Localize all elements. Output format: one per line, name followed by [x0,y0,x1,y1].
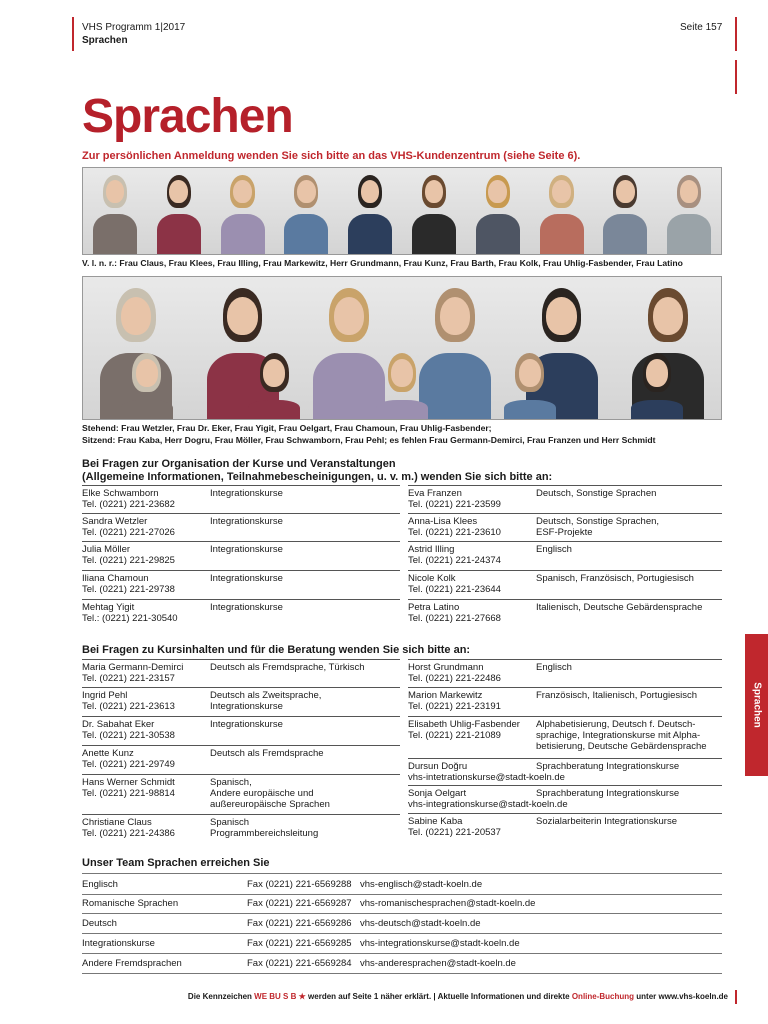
team-row-email[interactable]: vhs-romanischesprachen@stadt-koeln.de [360,898,536,909]
team-contact-row [82,933,722,954]
person-figure [248,345,300,419]
contact-phone: Tel.: (0221) 221-30540 [82,613,178,624]
footer-online-booking-link[interactable]: Online-Buchung [571,992,635,1001]
contact-subject-2: Andere europäische und [210,788,314,799]
header-section: Sprachen [82,35,128,46]
contact-subject: Spanisch [210,817,250,828]
footer-text-2: werden auf Seite 1 näher erklärt. | Aktuelle Informationen und direkte [308,992,570,1001]
contact-subject: Deutsch, Sonstige Sprachen, [536,516,660,527]
person-figure [504,345,556,419]
contact-subject: Integrationskurse [210,719,283,730]
contact-name: Astrid Illing [408,544,455,555]
contact-phone: vhs-intetrationskurse@stadt-koeln.de [408,772,565,783]
team-row-label: Englisch [82,879,118,890]
contact-phone: Tel. (0221) 221-23191 [408,701,501,712]
contact-row [82,659,400,688]
person-figure [540,168,584,254]
contact-phone: Tel. (0221) 221-30538 [82,730,175,741]
contact-subject-2: ESF-Projekte [536,527,593,538]
contact-phone: Tel. (0221) 221-24386 [82,828,175,839]
contact-phone: Tel. (0221) 221-23682 [82,499,175,510]
contact-name: Julia Möller [82,544,131,555]
footer-rule [735,990,737,1004]
contact-row [408,687,722,717]
contact-subject: Italienisch, Deutsche Gebärdensprache [536,602,703,613]
contact-phone: Tel. (0221) 221-29749 [82,759,175,770]
contact-phone: Tel. (0221) 221-24374 [408,555,501,566]
header-rule-right-2 [735,60,737,94]
team-photo-2 [82,276,722,420]
contact-subject: Französisch, Italienisch, Portugiesisch [536,690,698,701]
contact-name: Mehtag Yigit [82,602,135,613]
contact-row [82,814,400,845]
contact-row [408,541,722,571]
contact-subject: Sprachberatung Integrationskurse [536,761,680,772]
content-contacts-left [82,659,400,843]
contact-name: Elke Schwamborn [82,488,159,499]
team-row-email[interactable]: vhs-integrationskurse@stadt-koeln.de [360,938,520,949]
footer-text-1: Die Kennzeichen [187,992,252,1001]
footer-note [188,992,728,1001]
contact-row [82,541,400,571]
team-row-email[interactable]: vhs-deutsch@stadt-koeln.de [360,918,481,929]
contact-subject: Integrationskurse [210,602,283,613]
section-side-tab-label: Sprachen [751,682,762,728]
contact-subject: Spanisch, [210,777,252,788]
contact-name: Anna-Lisa Klees [408,516,478,527]
person-figure [221,168,265,254]
contact-row [82,485,400,514]
contact-row [82,774,400,815]
team-row-label: Deutsch [82,918,117,929]
contact-subject: Alphabetisierung, Deutsch f. Deutsch- [536,719,696,730]
contact-subject: Deutsch, Sonstige Sprachen [536,488,657,499]
header-program: VHS Programm 1|2017 [82,22,186,33]
contact-row [408,513,722,542]
contact-subject: Englisch [536,544,572,555]
footer-course-codes: WE BU S B ★ [254,992,306,1001]
contact-phone: Tel. (0221) 221-21089 [408,730,501,741]
contact-subject-2: sprachige, Integrationskurse mit Alpha- [536,730,701,741]
team-contact-row [82,873,722,895]
team-contact-row [82,953,722,974]
contact-row [408,659,722,688]
contact-name: Hans Werner Schmidt [82,777,175,788]
contact-phone: Tel. (0221) 221-27026 [82,527,175,538]
content-heading: Bei Fragen zu Kursinhalten und für die Beratung wenden Sie sich bitte an: [82,644,471,656]
contact-name: Sabine Kaba [408,816,463,827]
content-contacts-right [408,659,722,843]
header-rule-left [72,17,74,51]
team-photo-1 [82,167,722,255]
contact-name: Dursun Doğru [408,761,468,772]
person-figure [284,168,328,254]
team-heading: Unser Team Sprachen erreichen Sie [82,857,270,869]
contact-name: Horst Grundmann [408,662,484,673]
contact-row [408,716,722,759]
section-side-tab [745,634,768,776]
org-heading-line1: Bei Fragen zur Organisation der Kurse und Veranstaltungen [82,458,396,470]
contact-subject: Integrationskurse [210,488,283,499]
contact-subject: Sprachberatung Integrationskurse [536,788,680,799]
person-figure [667,168,711,254]
person-figure [93,168,137,254]
contact-phone: Tel. (0221) 221-27668 [408,613,501,624]
team-row-label: Romanische Sprachen [82,898,179,909]
contact-row [408,570,722,600]
person-figure [412,168,456,254]
person-figure [603,168,647,254]
page-title: Sprachen [82,90,293,143]
team-row-email[interactable]: vhs-englisch@stadt-koeln.de [360,879,483,890]
person-figure [157,168,201,254]
contact-phone: Tel. (0221) 221-29825 [82,555,175,566]
team-photo-1-caption: V. l. n. r.: Frau Claus, Frau Klees, Frau Illing, Frau Markewitz, Herr Grundmann, Frau Kunz, Frau Barth, Frau Kolk, Frau Uhlig-Fasbender, Frau Latino [82,258,683,268]
contact-subject: Spanisch, Französisch, Portugiesisch [536,573,694,584]
contact-phone: Tel. (0221) 221-23157 [82,673,175,684]
contact-row [408,785,722,814]
team-row-fax: Fax (0221) 221-6569285 [247,938,352,949]
team-photo-2-caption-standing: Stehend: Frau Wetzler, Frau Dr. Eker, Frau Yigit, Frau Oelgart, Frau Chamoun, Frau Uhlig-Fasbender; [82,423,492,433]
contact-subject: Sozialarbeiterin Integrationskurse [536,816,677,827]
contact-name: Marion Markewitz [408,690,483,701]
contact-subject-2: Programmbereichsleitung [210,828,319,839]
contact-subject: Deutsch als Zweitsprache, [210,690,322,701]
contact-name: Sonja Oelgart [408,788,467,799]
contact-phone: Tel. (0221) 221-98814 [82,788,175,799]
contact-name: Elisabeth Uhlig-Fasbender [408,719,520,730]
contact-row [82,716,400,746]
contact-row [82,513,400,542]
contact-subject: Deutsch als Fremdsprache [210,748,324,759]
header-page-number: Seite 157 [680,22,723,33]
team-row-fax: Fax (0221) 221-6569284 [247,958,352,969]
contact-row [408,758,722,786]
footer-text-3: unter www.vhs-koeln.de [636,992,728,1001]
contact-name: Nicole Kolk [408,573,456,584]
team-row-fax: Fax (0221) 221-6569286 [247,918,352,929]
contact-name: Ingrid Pehl [82,690,128,701]
contact-row [82,570,400,600]
person-figure [121,345,173,419]
contact-row [408,485,722,514]
team-contact-row [82,913,722,934]
header-rule-right [735,17,737,51]
contact-row [82,745,400,775]
contact-name: Sandra Wetzler [82,516,148,527]
person-figure [348,168,392,254]
contact-subject: Deutsch als Fremdsprache, Türkisch [210,662,365,673]
contact-subject-3: betisierung, Deutsche Gebärdensprache [536,741,707,752]
org-contacts-right [408,485,722,630]
contact-name: Anette Kunz [82,748,134,759]
person-figure [631,345,683,419]
contact-phone: Tel. (0221) 221-23599 [408,499,501,510]
contact-subject-2: Integrationskurse [210,701,283,712]
org-contacts-left [82,485,400,630]
contact-phone: Tel. (0221) 221-23613 [82,701,175,712]
contact-name: Christiane Claus [82,817,152,828]
contact-row [82,599,400,630]
contact-subject: Englisch [536,662,572,673]
team-row-label: Integrationskurse [82,938,155,949]
contact-phone: vhs-integrationskurse@stadt-koeln.de [408,799,568,810]
contact-name: Petra Latino [408,602,460,613]
team-photo-2-caption-seated: Sitzend: Frau Kaba, Herr Dogru, Frau Möller, Frau Schwamborn, Frau Pehl; es fehlen Frau Germann-Demirci, Frau Franzen und Herr Schmidt [82,435,656,445]
contact-phone: Tel. (0221) 221-29738 [82,584,175,595]
contact-phone: Tel. (0221) 221-22486 [408,673,501,684]
contact-phone: Tel. (0221) 221-20537 [408,827,501,838]
contact-row [82,687,400,717]
person-figure [476,168,520,254]
contact-name: Iliana Chamoun [82,573,149,584]
team-contact-row [82,893,722,914]
team-row-label: Andere Fremdsprachen [82,958,182,969]
team-row-email[interactable]: vhs-anderesprachen@stadt-koeln.de [360,958,516,969]
contact-name: Eva Franzen [408,488,462,499]
contact-subject: Integrationskurse [210,573,283,584]
contact-row [408,599,722,630]
contact-phone: Tel. (0221) 221-23644 [408,584,501,595]
person-figure [376,345,428,419]
registration-note: Zur persönlichen Anmeldung wenden Sie sich bitte an das VHS-Kundenzentrum (siehe Seite 6). [82,150,581,162]
org-heading-line2: (Allgemeine Informationen, Teilnahmebescheinigungen, u. v. m.) wenden Sie sich bitte an: [82,471,553,483]
contact-subject: Integrationskurse [210,544,283,555]
team-row-fax: Fax (0221) 221-6569287 [247,898,352,909]
contact-phone: Tel. (0221) 221-23610 [408,527,501,538]
contact-name: Dr. Sabahat Eker [82,719,155,730]
team-row-fax: Fax (0221) 221-6569288 [247,879,352,890]
contact-subject-3: außereuropäische Sprachen [210,799,330,810]
contact-row [408,813,722,844]
contact-name: Maria Germann-Demirci [82,662,184,673]
contact-subject: Integrationskurse [210,516,283,527]
